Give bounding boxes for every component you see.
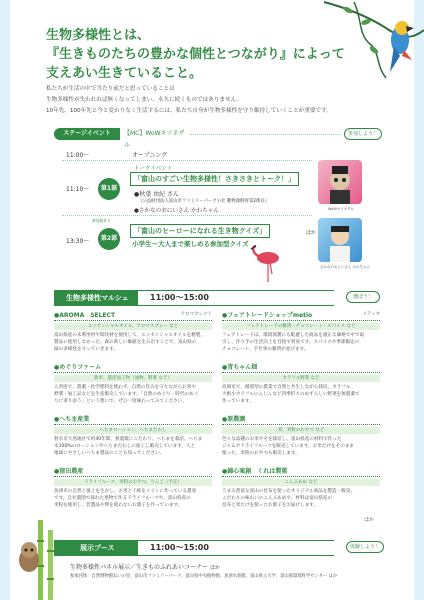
shop-name (54, 310, 212, 321)
talk-title: 「富山のすごい生物多様性！さきさきとトーク！」 (130, 172, 299, 186)
stage-time: 11:10～ (66, 186, 90, 193)
quiz-subtitle: 小学生～大人まで楽しめる参加型クイズ (132, 240, 249, 248)
exhibit-item-title-text: 生物多様性パネル展示／生きものふれあいコーナー (70, 564, 209, 571)
shop-name (54, 362, 212, 373)
shop-desc-line: こだわりの味わいのこんぶあめや、材料は富山県産の (222, 496, 333, 501)
shop-tag: こんぶあめ など (222, 479, 380, 486)
intro-title-line: 『生きものたちの豊かな個性とつながり』によって (46, 47, 345, 62)
shop-name-text: ●AROMA SELECT (54, 312, 116, 319)
shop-desc-line: 使った、米粉のおやつも販売します。 (222, 451, 300, 456)
intro-body (46, 84, 376, 117)
shop-description (54, 488, 212, 509)
shop-desc-line: 作っています。 (222, 399, 254, 404)
shop-desc-line: 高岡市で、循環型の農業で自然と共生しながら栽培。カラフル (222, 385, 351, 390)
divider (62, 215, 312, 216)
shop-description (222, 332, 380, 353)
shop-name (222, 362, 380, 373)
stage-time: 11:00～ (66, 152, 90, 159)
shop-desc-line: 魚津市の自然と風土を生かし、お米と干柿をメインに作っている農家 (54, 489, 197, 494)
marche-title: 生物多様性マルシェ (66, 294, 129, 302)
shop-tag: フェアトレードの雑貨・チョコレート・スパイス など (222, 323, 380, 330)
mc-photo (318, 160, 362, 204)
shop-card (222, 466, 380, 509)
guest-photo (318, 218, 362, 262)
shop-name (54, 466, 212, 477)
intro-body-line: 私たちが生活の中で当たり前だと思っていることは (46, 86, 175, 92)
shop-desc-line: ジャムやドライフルーツを販売しています。お米だけをそのまま (222, 444, 355, 449)
stage-badge: 第1部 (98, 178, 120, 200)
shop-desc-line: 地球にやさしいへちま製品のことも知ってください。 (54, 451, 165, 456)
shop-card (54, 466, 212, 509)
shop-name (222, 310, 380, 321)
shop-desc-line: フェアトレードは、環境保護にも配慮した商品を適正な価格で中で取 (222, 333, 365, 338)
shop-name-text: ●フェアトレードショップmetio (222, 312, 313, 319)
shop-name-text: ●めぐりファーム (54, 364, 102, 371)
marche-etc: ほか (364, 517, 375, 523)
shop-name (222, 466, 380, 477)
shop-card (222, 310, 380, 353)
shop-reading: メティオ (362, 312, 380, 317)
parrot-illustration (384, 16, 418, 74)
exhibit-time: 11:00～15:00 (150, 543, 209, 552)
shop-name-text: ●原農園 (222, 416, 246, 423)
guest-name: ●秋葉 由紀 さん (134, 191, 180, 198)
shop-desc-line: 富山県産の未利用材や間伐材を使用して、エッセンシャルオイルを精製。 (54, 333, 205, 338)
marche-pill: 選ぼう！ (346, 291, 380, 303)
guest-name: ●さかなのおにいさん かわちゃん (134, 208, 219, 214)
marche-time: 11:00～15:00 (150, 293, 209, 302)
exhibit-item-suffix: ほか (209, 565, 220, 571)
divider (62, 160, 312, 161)
shop-reading: アロマセレクト (180, 312, 212, 317)
guest-photo-image (318, 218, 362, 262)
shop-card (222, 362, 380, 405)
shop-description (222, 436, 380, 457)
shop-desc-line: です。自社農園で採れた果物で作るドライフルーツや、富山県産の (54, 496, 191, 501)
shop-card (54, 362, 212, 405)
intro-title (46, 26, 346, 83)
photo-caption: WoWキツネザル (328, 207, 355, 211)
shop-name-text: ●窪田農産 (54, 468, 84, 475)
shop-tag: ドライフルーツ、米粉のおやつ、りんご（予定） (54, 479, 212, 486)
exhibit-description: 参加団体：自然博物園ねいの里、富山市ファミリーパーク、富山県中央植物園、魚津水族館、富山県立大学、富山県環境科学センター ほか (70, 574, 338, 579)
shop-card (222, 414, 380, 457)
shop-description (54, 384, 212, 405)
intro-title-line: 支えあい生きていること。 (46, 66, 203, 81)
exhibit-pill: 体験しよう！ (346, 541, 384, 553)
stage-mc-label: 【MC】WoWキツネザル (124, 130, 185, 149)
shop-description (222, 488, 380, 509)
shop-description (222, 384, 380, 405)
flamingo-illustration (246, 244, 286, 284)
mc-photo-image (318, 160, 362, 204)
intro-title-line: 生物多様性とは、 (46, 28, 151, 43)
shop-desc-line: 色々な品種のお米やそを栽培し、富山県産の材料で作った (222, 437, 342, 442)
shop-desc-line: 大根やカラフルにんじんなど四季折々のめずらしい野菜を無農薬で (222, 392, 360, 397)
shop-desc-line: 射水市大島地区で約40年間、無農薬にこだわり、へちまを栽培。へちま (54, 437, 203, 442)
prize-note: 参加賞あり (92, 218, 111, 223)
shop-name-text: ●青ちゃん畑 (222, 364, 258, 371)
shop-desc-line: 緑の多様性を守っていきます。 (54, 347, 118, 352)
guest-affiliation: （公益財団法人富山市ファミリーパーク公社 動物課飼育第2係長） (138, 199, 270, 204)
shop-tag: へちまローション、へちまたわし (54, 427, 212, 434)
stage-badge: 第2部 (98, 228, 120, 250)
exhibit-item-title (70, 562, 220, 571)
shop-name-text: ●へちま産業 (54, 416, 90, 423)
shop-card (54, 310, 212, 353)
shop-name (222, 414, 380, 425)
intro-body-line: 10年先、100年先と今と変わりなく生活するには、私たち自身が生物多様性を守り維持していくことが重要です。 (46, 108, 332, 114)
intro-body-line: 生物多様性が失われれば無くなってしまい、永久に続くものではありません。 (46, 97, 243, 103)
stage-time: 13:30～ (66, 238, 90, 245)
shop-desc-line: チョコレート、手仕事の雑貨が並びます。 (222, 347, 309, 352)
stage-tab: ステージイベント (54, 128, 120, 140)
talk-type: トークイベント (134, 166, 173, 172)
shop-desc-line: りに寄り添う」という想いで、ぜひ一度味わってみてください。 (54, 399, 188, 404)
sloth-illustration (14, 540, 44, 574)
shop-desc-line: 製品に使用しなかった、森の新しい価値を生み出すことで、富山県の (54, 340, 197, 345)
shop-name (54, 414, 212, 425)
shop-tag: カラフル野菜 など (222, 375, 380, 382)
exhibit-title: 展示ブース (80, 544, 115, 552)
shop-desc-line: 米粉を使用し、乳製品や卵を使わないお菓子を作っています。 (54, 503, 183, 508)
shop-desc-line: 野菜・加工品などを生産販売しています。「自然のめぐり・時代のめぐ (54, 392, 199, 397)
shop-desc-line: 水100%のローションやへちまたわしに加工し販売しています。人と (54, 444, 196, 449)
shop-desc-line: うまみ豊富な富山の昆布を使ったオリジナル商品を製造・販売。 (222, 489, 355, 494)
stage-pill: 参加しよう！ (344, 128, 382, 140)
shop-desc-line: 引し、作り手の生活向上を目指す貿易です。スパイスや季節限定の (222, 340, 360, 345)
shop-name-text: ●錦心案創 くれは製菓 (222, 468, 288, 475)
shop-description (54, 436, 212, 457)
shop-description (54, 332, 212, 353)
stage-event-title: オープニング (132, 152, 168, 159)
shop-tag: 米、米粉のおやつ など (222, 427, 380, 434)
shop-desc-line: 昆布と米だけを使ったお菓子をお届けします。 (222, 503, 319, 508)
stage-header (54, 128, 384, 149)
shop-desc-line: 入善町で、農薬・化学肥料を使わず、自然の営みを守りながらお米や (54, 385, 196, 390)
shop-tag: エッセンシャルオイル、アロマスプレー など (54, 323, 212, 330)
shop-tag: 新米、農産加工物（油物、野菜 など） (54, 375, 212, 382)
quiz-suffix: ほか (306, 230, 317, 236)
shop-card (54, 414, 212, 457)
divider (190, 134, 340, 135)
photo-caption: さかなのおにいさん かわちゃん (320, 265, 371, 269)
quiz-title: 「富山のヒーローになれる生き物クイズ」 (130, 224, 270, 238)
